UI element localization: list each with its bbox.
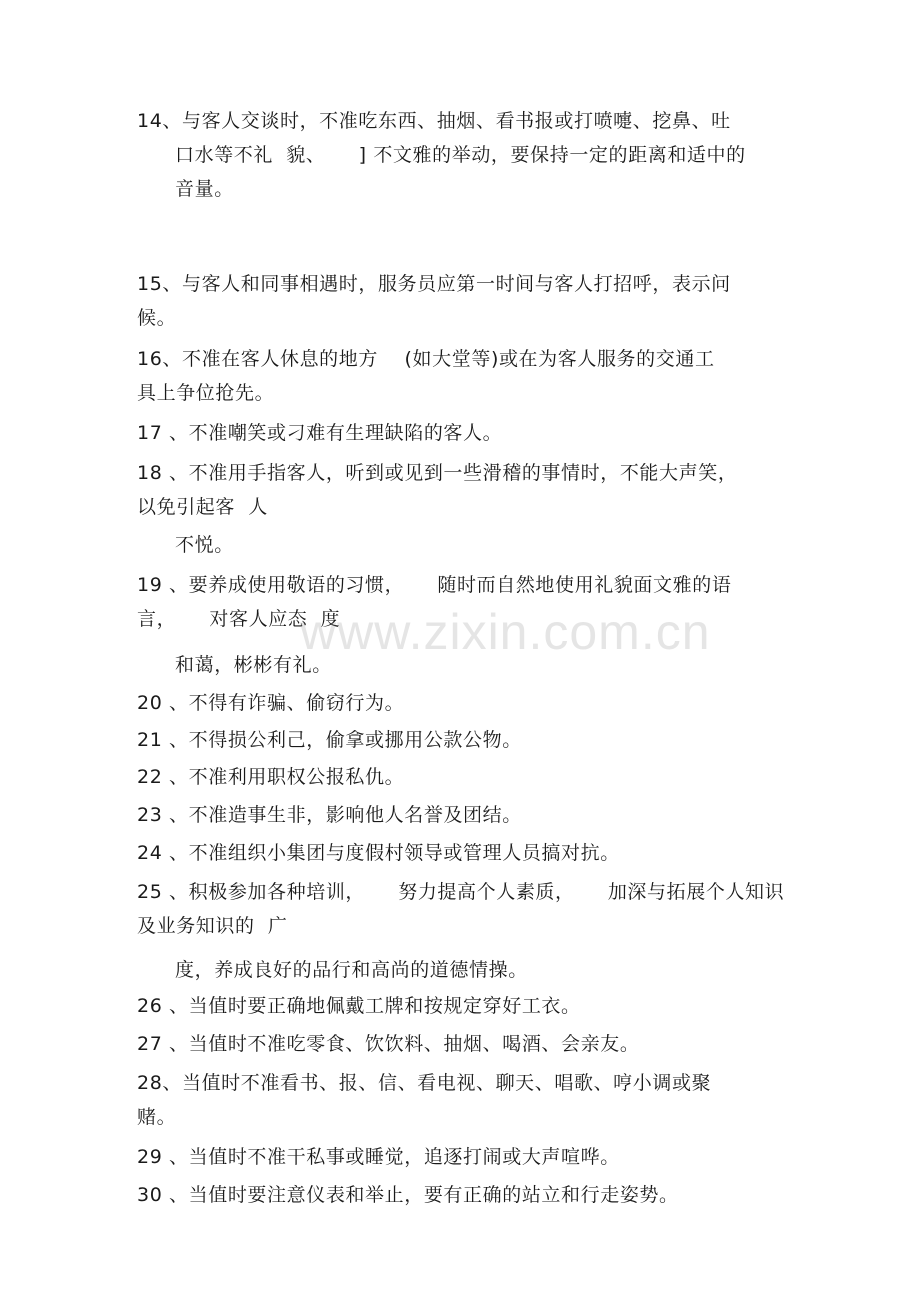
text-line-15-cont: 候。 — [137, 307, 177, 329]
text-line-19-cont: 言， 对客人应态 度 — [137, 608, 341, 630]
text-line-27: 27 、当值时不准吃零食、饮饮料、抽烟、喝酒、会亲友。 — [137, 1033, 640, 1055]
watermark: www.zixin.com.cn — [300, 604, 711, 660]
text-line-22: 22 、不准利用职权公报私仇。 — [137, 766, 405, 788]
text-line-21: 21 、不得损公利己，偷拿或挪用公款公物。 — [137, 729, 522, 751]
text-line-14: 14、与客人交谈时，不准吃东西、抽烟、看书报或打喷嚏、挖鼻、吐 — [137, 110, 731, 132]
text-line-25-cont: 及业务知识的 广 — [137, 915, 288, 937]
text-line-19: 19 、要养成使用敬语的习惯， 随时而自然地使用礼貌面文雅的语 — [137, 574, 732, 596]
text-line-28: 28、当值时不准看书、报、信、看电视、聊天、唱歌、哼小调或聚 — [137, 1072, 712, 1094]
text-line-15: 15、与客人和同事相遇时，服务员应第一时间与客人打招呼，表示问 — [137, 273, 731, 295]
text-line-24: 24 、不准组织小集团与度假村领导或管理人员搞对抗。 — [137, 842, 620, 864]
text-line-29: 29 、当值时不准干私事或睡觉，追逐打闹或大声喧哗。 — [137, 1146, 620, 1168]
text-line-28-cont: 赌。 — [137, 1106, 177, 1128]
text-line-30: 30 、当值时要注意仪表和举止，要有正确的站立和行走姿势。 — [137, 1184, 679, 1206]
text-line-23: 23 、不准造事生非，影响他人名誉及团结。 — [137, 804, 522, 826]
text-line-16-cont: 具上争位抢先。 — [137, 382, 275, 404]
text-line-19-end: 和蔼，彬彬有礼。 — [175, 654, 332, 676]
text-line-14-end: 音量。 — [175, 178, 234, 200]
text-line-16: 16、不准在客人休息的地方 (如大堂等)或在为客人服务的交通工 — [137, 348, 715, 370]
text-line-18-end: 不悦。 — [175, 534, 234, 556]
text-line-26: 26 、当值时要正确地佩戴工牌和按规定穿好工衣。 — [137, 995, 581, 1017]
text-line-18: 18 、不准用手指客人，听到或见到一些滑稽的事情时，不能大声笑， — [137, 462, 738, 484]
text-line-20: 20 、不得有诈骗、偷窃行为。 — [137, 692, 405, 714]
text-line-25: 25 、积极参加各种培训， 努力提高个人素质， 加深与拓展个人知识 — [137, 881, 785, 903]
text-line-17: 17 、不准嘲笑或刁难有生理缺陷的客人。 — [137, 422, 503, 444]
text-line-25-end: 度，养成良好的品行和高尚的道德情操。 — [175, 959, 528, 981]
text-line-18-cont: 以免引起客 人 — [137, 496, 268, 518]
text-line-14-cont: 口水等不礼 貌、 ] 不文雅的举动，要保持一定的距离和适中的 — [175, 144, 746, 166]
